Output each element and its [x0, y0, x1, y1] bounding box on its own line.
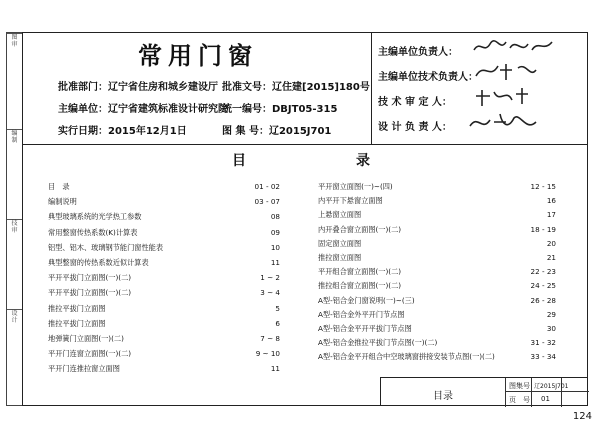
toc-row	[48, 304, 280, 314]
toc-row	[318, 253, 556, 263]
toc-row	[318, 310, 556, 320]
toc-row	[48, 273, 280, 283]
toc-row	[318, 267, 556, 277]
toc-heading-right: 录	[356, 153, 370, 169]
toc-row	[318, 324, 556, 334]
toc-title: 上悬窗立面图	[318, 210, 362, 220]
toc-row	[48, 182, 280, 192]
toc-title: A型-铝合金平开组合中空玻璃窗拼接安装节点图(一)(二)	[318, 352, 495, 362]
toc-title: 内平开下悬窗立面图	[318, 196, 383, 206]
toc-row	[318, 239, 556, 249]
title-block-atlas-label: 图集号	[509, 382, 530, 390]
reviewer-label: 技 术 审 定 人：	[378, 97, 452, 108]
title-block-atlas-value: 辽2015J701	[534, 383, 569, 390]
signature-designer	[466, 110, 546, 136]
toc-page: 01 - 02	[254, 182, 280, 191]
corner-page-number: 124	[572, 411, 592, 422]
effective-date: 实行日期：2015年12月1日	[58, 126, 187, 137]
toc-title: A型-铝合金平开平拔门节点图	[318, 324, 412, 333]
toc-page: 3 ~ 4	[260, 288, 280, 298]
toc-page: 33 - 34	[530, 352, 556, 362]
toc-title: 铝型、铝木、玻璃钢节能门窗性能表	[48, 242, 164, 252]
toc-row	[48, 212, 280, 222]
toc-title: 内开叠合窗立面图(一)(二)	[318, 224, 402, 234]
toc-heading-left: 目	[232, 153, 246, 169]
toc-title: 平开门连窗立面图(一)(二)	[48, 349, 132, 359]
toc-title: 平开门连推拉窗立面图	[48, 364, 120, 374]
atlas-no: 图 集 号：辽2015J701	[222, 126, 332, 137]
toc-title: 推拉平拔门立面图	[48, 303, 106, 313]
toc-row	[318, 338, 556, 348]
toc-page: 24 - 25	[530, 281, 556, 291]
toc-page: 11	[270, 258, 280, 267]
toc-page: 21	[546, 253, 556, 262]
toc-row	[48, 334, 280, 344]
toc-title: 平开平拔门立面图(一)(二)	[48, 288, 132, 298]
signature-reviewer	[472, 86, 532, 108]
toc-title: A型-铝合金门窗说明(一)~(三)	[318, 295, 415, 305]
toc-page: 31 - 32	[530, 338, 556, 348]
toc-row	[318, 352, 556, 362]
designer-label: 设 计 负 责 人：	[378, 122, 452, 133]
toc-page: 08	[270, 212, 280, 222]
toc-title: 地弹簧门立面图(一)(二)	[48, 334, 124, 343]
toc-page: 30	[546, 324, 556, 333]
toc-title: 推拉平拔门立面图	[48, 318, 106, 328]
toc-page: 17	[546, 210, 556, 220]
toc-title: 推拉组合窗立面图(一)(二)	[318, 281, 402, 291]
toc-row	[318, 281, 556, 291]
toc-title: 平开平拔门立面图(一)(二)	[48, 273, 132, 283]
toc-title: 编制说明	[48, 197, 77, 207]
strip-cell: 编 制	[7, 129, 22, 170]
toc-page: 10	[270, 242, 280, 252]
signature-tech-head	[470, 60, 540, 84]
title-block-page-value: 01	[541, 395, 550, 403]
toc-title: A型-铝合金外平开门节点图	[318, 309, 405, 319]
toc-row	[48, 349, 280, 359]
title-block-page-label: 页 号	[509, 396, 530, 404]
binding-strip	[6, 32, 22, 406]
toc-title: 典型整窗的传热系数近似计算表	[48, 258, 149, 267]
toc-page: 1 ~ 2	[260, 273, 280, 283]
header-divider	[371, 32, 372, 145]
toc-title: 典型玻璃系统的光学热工参数	[48, 212, 142, 222]
toc-page: 20	[546, 238, 556, 248]
editor-head-label: 主编单位负责人：	[378, 47, 458, 58]
toc-row	[48, 319, 280, 329]
toc-title: A型-铝合金推拉平拔门节点图(一)(二)	[318, 338, 438, 348]
toc-page: 29	[546, 309, 556, 319]
toc-title: 固定窗立面图	[318, 238, 362, 248]
toc-page: 26 - 28	[530, 295, 556, 305]
editor-unit: 主编单位：辽宁省建筑标准设计研究院	[58, 104, 228, 115]
toc-page: 11	[270, 364, 280, 374]
toc-row	[48, 364, 280, 374]
header-bottom-line	[22, 144, 588, 145]
toc-page: 12 - 15	[530, 182, 556, 191]
toc-row	[318, 296, 556, 306]
toc-row	[48, 288, 280, 298]
toc-page: 16	[546, 196, 556, 206]
toc-title: 平开组合窗立面图(一)(二)	[318, 267, 402, 277]
toc-title: 推拉窗立面图	[318, 253, 362, 262]
strip-cell: 图 审	[7, 33, 22, 66]
toc-row	[48, 243, 280, 253]
toc-page: 18 - 19	[530, 224, 556, 234]
toc-title: 平开窗立面图(一)~(四)	[318, 182, 393, 191]
strip-cell: 技 审	[7, 219, 22, 260]
approval-dept: 批准部门：辽宁省住房和城乡建设厅	[58, 82, 218, 93]
toc-row	[318, 225, 556, 235]
toc-page: 6	[275, 318, 280, 328]
toc-page: 22 - 23	[530, 267, 556, 277]
approval-no: 批准文号：辽住建[2015]180号	[222, 82, 370, 93]
page-title: 常用门窗	[138, 42, 258, 70]
toc-row	[318, 210, 556, 220]
title-block-name: 目录	[433, 391, 453, 402]
toc-page: 5	[275, 303, 280, 313]
tech-head-label: 主编单位技术负责人：	[378, 72, 478, 83]
toc-row	[318, 182, 556, 192]
toc-row	[48, 197, 280, 207]
toc-title: 目 录	[48, 182, 70, 191]
toc-page: 9 ~ 10	[255, 349, 280, 359]
toc-title: 常用整窗传热系数(K)计算表	[48, 227, 138, 237]
toc-row	[48, 258, 280, 268]
title-block	[380, 377, 588, 406]
toc-page: 7 ~ 8	[260, 334, 280, 343]
toc-page: 09	[270, 227, 280, 237]
signature-editor-head	[470, 36, 560, 58]
toc-page: 03 - 07	[254, 197, 280, 207]
unified-no: 统一编号：DBJT05-315	[222, 104, 338, 115]
toc-row	[48, 228, 280, 238]
strip-cell: 设 计	[7, 309, 22, 350]
toc-row	[318, 196, 556, 206]
